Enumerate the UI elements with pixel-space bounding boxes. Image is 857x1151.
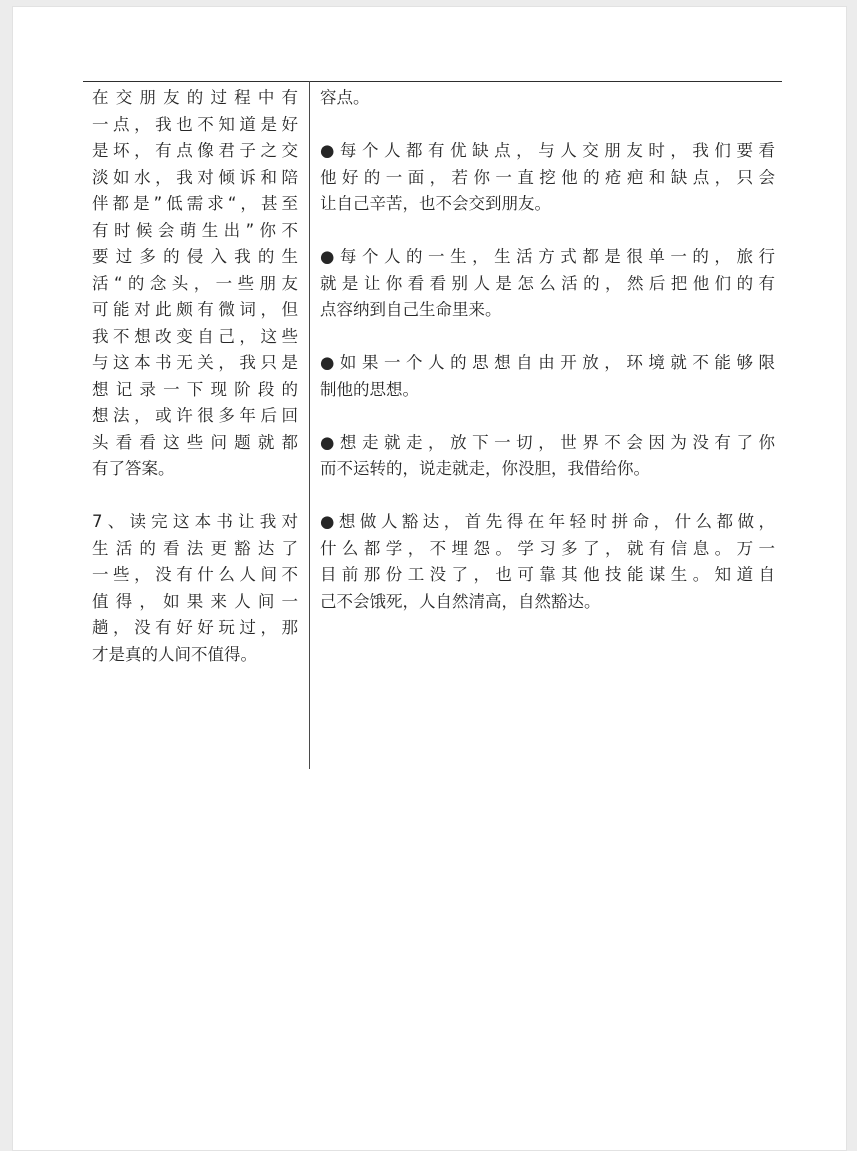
right-column bbox=[320, 85, 775, 615]
left-column bbox=[92, 85, 298, 668]
text-line: 趟，没有好好玩过，那 bbox=[92, 618, 298, 637]
text-line: 他好的一面，若你一直挖他的疮疤和缺点，只会 bbox=[320, 167, 775, 187]
text-line: 让自己辛苦，也不会交到朋友。 bbox=[320, 194, 551, 213]
text-line: 而不运转的，说走就走，你没胆，我借给你。 bbox=[320, 459, 650, 478]
left-paragraph-1 bbox=[92, 85, 298, 483]
text-line: 是坏，有点像君子之交 bbox=[92, 141, 298, 160]
paragraph-gap bbox=[320, 112, 775, 139]
text-line: 容点。 bbox=[320, 88, 370, 107]
right-paragraph-3 bbox=[320, 350, 775, 403]
text-line: 活“的念头，一些朋友 bbox=[92, 273, 298, 293]
column-divider bbox=[309, 81, 310, 769]
text-line: 就是让你看看别人是怎么活的，然后把他们的有 bbox=[320, 273, 775, 293]
text-line: 要过多的侵入我的生 bbox=[92, 247, 298, 266]
paragraph-gap bbox=[320, 218, 775, 245]
text-line: 头看看这些问题就都 bbox=[92, 432, 298, 452]
text-line: 己不会饿死，人自然清高，自然豁达。 bbox=[320, 591, 601, 611]
text-line: 有了答案。 bbox=[92, 459, 175, 478]
text-line: 值得，如果来人间一 bbox=[92, 591, 298, 611]
notes-table bbox=[83, 81, 782, 769]
table-top-rule bbox=[83, 81, 782, 82]
text-line: 可能对此颇有微词，但 bbox=[92, 300, 298, 319]
text-line: 点容纳到自己生命里来。 bbox=[320, 300, 502, 319]
right-paragraph-4 bbox=[320, 430, 775, 483]
text-line: 才是真的人间不值得。 bbox=[92, 644, 257, 664]
text-line: 我不想改变自己，这些 bbox=[92, 326, 298, 346]
right-paragraph-1 bbox=[320, 138, 775, 218]
paragraph-gap bbox=[92, 483, 298, 510]
right-paragraph-2 bbox=[320, 244, 775, 324]
text-line: ●如果一个人的思想自由开放，环境就不能够限 bbox=[320, 353, 775, 372]
text-line: 一些，没有什么人间不 bbox=[92, 565, 298, 584]
text-line: 想记录一下现阶段的 bbox=[92, 379, 298, 399]
text-line: 生活的看法更豁达了 bbox=[92, 538, 298, 558]
text-line: 目前那份工没了，也可靠其他技能谋生。知道自 bbox=[320, 565, 775, 584]
document-page bbox=[12, 6, 847, 1151]
text-line: 制他的思想。 bbox=[320, 379, 419, 399]
text-line: 想法，或许很多年后回 bbox=[92, 406, 298, 425]
right-paragraph-0 bbox=[320, 85, 775, 112]
text-line: 伴都是”低需求“，甚至 bbox=[92, 194, 298, 213]
text-line: 一点，我也不知道是好 bbox=[92, 114, 298, 134]
text-line: ●每个人的一生，生活方式都是很单一的，旅行 bbox=[320, 247, 775, 266]
text-line: 与这本书无关，我只是 bbox=[92, 353, 298, 372]
text-line: 淡如水，我对倾诉和陪 bbox=[92, 167, 298, 187]
text-line: 在交朋友的过程中有 bbox=[92, 88, 298, 107]
right-paragraph-5 bbox=[320, 509, 775, 615]
text-line: 有时候会萌生出”你不 bbox=[92, 220, 298, 240]
text-line: ●每个人都有优缺点，与人交朋友时，我们要看 bbox=[320, 141, 775, 160]
paragraph-gap bbox=[320, 403, 775, 430]
paragraph-gap bbox=[320, 483, 775, 510]
text-line: ●想做人豁达，首先得在年轻时拼命，什么都做， bbox=[320, 512, 775, 531]
text-line: 什么都学，不埋怨。学习多了，就有信息。万一 bbox=[320, 538, 775, 558]
text-line: 7、读完这本书让我对 bbox=[92, 512, 298, 531]
text-line: ●想走就走，放下一切，世界不会因为没有了你 bbox=[320, 432, 775, 452]
left-paragraph-2 bbox=[92, 509, 298, 668]
paragraph-gap bbox=[320, 324, 775, 351]
